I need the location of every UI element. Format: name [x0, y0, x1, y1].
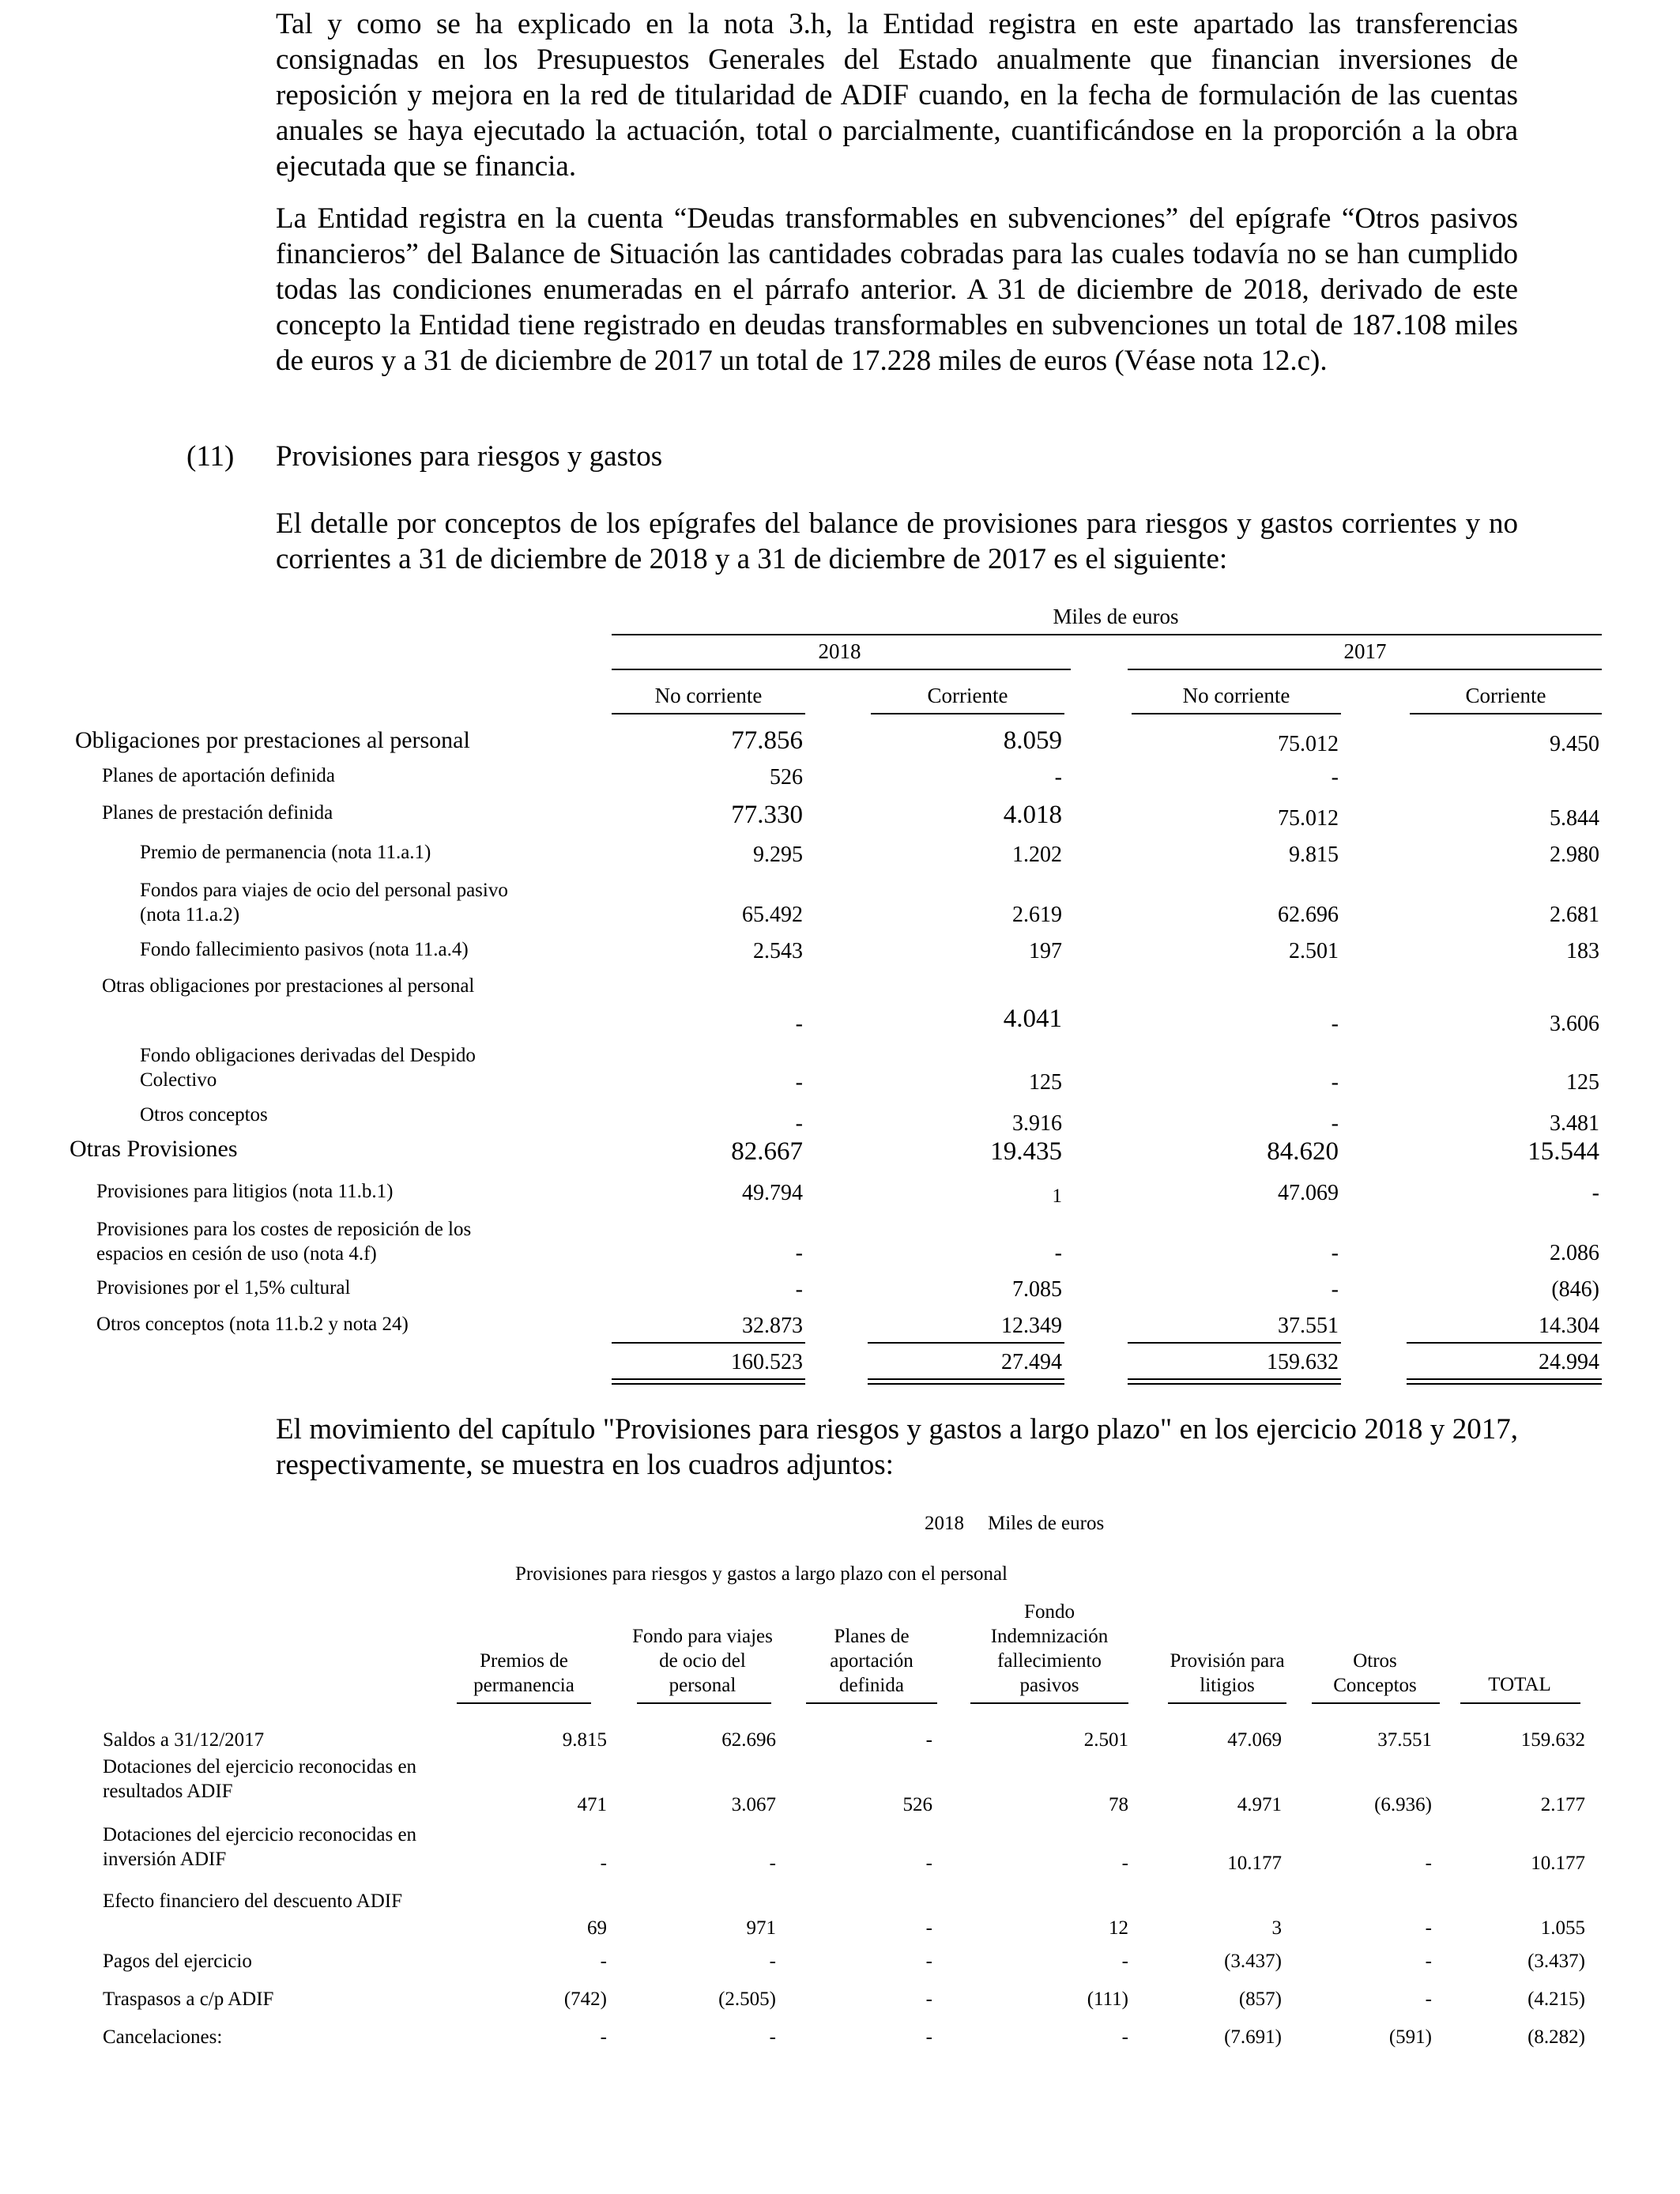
- table-cell: 9.450: [1550, 732, 1599, 756]
- table-cell: 2.501: [1289, 939, 1339, 963]
- table-cell: 5.844: [1550, 806, 1599, 831]
- table1-double-rule: [868, 1378, 1064, 1385]
- table-cell: 526: [770, 765, 803, 790]
- section-title: Provisiones para riesgos y gastos: [276, 440, 663, 473]
- table-cell: 2.980: [1550, 843, 1599, 867]
- table-cell: 2.501: [1083, 1729, 1128, 1751]
- table2-unit: Miles de euros: [988, 1513, 1105, 1534]
- table-cell: -: [1425, 1853, 1432, 1874]
- table-cell: 3: [1271, 1917, 1282, 1939]
- intro-table2: El movimiento del capítulo "Provisiones para riesgos y gastos a largo plazo" en los ejercicio 2018 y 2017, respectivamente, se muestra en los cuadros adjuntos:: [276, 1413, 1518, 1481]
- table-cell: -: [1425, 1989, 1432, 2010]
- table-cell: 125: [1566, 1070, 1599, 1095]
- table-cell: 69: [587, 1917, 607, 1939]
- table-cell: (4.215): [1527, 1989, 1585, 2010]
- table1-total-rule: [1407, 1342, 1602, 1344]
- table-cell: 125: [1029, 1070, 1062, 1095]
- table-cell: 77.856: [731, 726, 803, 755]
- table-cell: -: [1331, 1111, 1339, 1136]
- table-row-label: Efecto financiero del descuento ADIF: [103, 1891, 403, 1912]
- table-cell: 8.059: [1003, 726, 1062, 755]
- table-cell: 971: [746, 1917, 776, 1939]
- table-cell: 3.481: [1550, 1111, 1599, 1136]
- table-cell: -: [600, 2026, 607, 2048]
- table-cell: 2.619: [1012, 903, 1062, 927]
- table2-col-header: Otros Conceptos: [1333, 1650, 1417, 1696]
- table2-col-rule: [1460, 1702, 1580, 1704]
- table-cell: -: [1121, 1853, 1128, 1874]
- table-cell: 197: [1029, 939, 1062, 963]
- table-cell: 4.018: [1003, 801, 1062, 829]
- intro-table1: El detalle por conceptos de los epígrafes del balance de provisiones para riesgos y gastos corrientes y no corrientes a 31 de diciembre de 2018 y a 31 de diciembre de 2017 es el siguiente:: [276, 507, 1518, 575]
- table-cell: 3.606: [1550, 1012, 1599, 1036]
- table1-col-rule: [1132, 713, 1341, 714]
- table-cell: 15.544: [1527, 1137, 1599, 1166]
- table2-col-header: Planes de aportación definida: [830, 1626, 913, 1696]
- table-cell: -: [925, 1951, 932, 1972]
- table-cell: (742): [563, 1989, 607, 2010]
- table1-total-rule: [868, 1342, 1064, 1344]
- table2-col-header: Fondo para viajes de ocio del personal: [632, 1626, 773, 1696]
- table-cell: -: [925, 1729, 932, 1751]
- table-cell: -: [795, 1241, 803, 1265]
- table2-year: 2018: [925, 1513, 964, 1534]
- table-cell: 2.086: [1550, 1241, 1599, 1265]
- table1-rule-2018: [612, 669, 1071, 670]
- table-cell: 526: [902, 1794, 932, 1815]
- table-cell: (591): [1388, 2026, 1432, 2048]
- table-row-label: Fondos para viajes de ocio del personal pasivo (nota 11.a.2): [140, 880, 508, 925]
- table-cell: -: [1425, 1917, 1432, 1939]
- table1-total: 27.494: [1001, 1350, 1062, 1374]
- table-row-label: Otras obligaciones por prestaciones al personal: [102, 975, 475, 997]
- table-cell: 9.295: [753, 843, 803, 867]
- table-cell: 37.551: [1377, 1729, 1432, 1751]
- table-row-label: Dotaciones del ejercicio reconocidas en inversión ADIF: [103, 1824, 417, 1870]
- table1-double-rule: [1407, 1378, 1602, 1385]
- table-cell: 10.177: [1531, 1853, 1585, 1874]
- table-cell: -: [769, 1853, 776, 1874]
- table2-col-header: Fondo Indemnización fallecimiento pasivos: [990, 1601, 1109, 1696]
- table-cell: -: [1425, 1951, 1432, 1972]
- table-cell: 4.971: [1237, 1794, 1282, 1815]
- table-cell: 7.085: [1012, 1277, 1062, 1302]
- table-cell: 37.551: [1278, 1314, 1339, 1338]
- table-cell: 19.435: [990, 1137, 1062, 1166]
- table2-col-header: TOTAL: [1488, 1674, 1551, 1695]
- table1-year-2018: 2018: [818, 639, 861, 663]
- table2-col-header: Provisión para litigios: [1170, 1650, 1285, 1696]
- table-cell: 183: [1566, 939, 1599, 963]
- table-cell: -: [1121, 2026, 1128, 2048]
- table1-double-rule: [1128, 1378, 1341, 1385]
- table-cell: 32.873: [742, 1314, 803, 1338]
- table1-col-rule: [871, 713, 1064, 714]
- table-cell: 62.696: [721, 1729, 776, 1751]
- table1-col-header: Corriente: [1465, 684, 1546, 707]
- table-cell: (8.282): [1527, 2026, 1585, 2048]
- table2-col-rule: [806, 1702, 937, 1704]
- table-cell: (7.691): [1224, 2026, 1282, 2048]
- table-cell: -: [769, 1951, 776, 1972]
- table-row-label: Traspasos a c/p ADIF: [103, 1989, 274, 2010]
- table-cell: 159.632: [1520, 1729, 1585, 1751]
- table1-total: 24.994: [1539, 1350, 1599, 1374]
- table1-year-2017: 2017: [1343, 639, 1387, 663]
- table-cell: 14.304: [1539, 1314, 1599, 1338]
- table-cell: -: [795, 1111, 803, 1136]
- table-cell: -: [925, 1989, 932, 2010]
- table-cell: 1.202: [1012, 843, 1062, 867]
- table2-col-rule: [1168, 1702, 1286, 1704]
- table-cell: 2.543: [753, 939, 803, 963]
- table-cell: 2.681: [1550, 903, 1599, 927]
- table-cell: 3.067: [731, 1794, 776, 1815]
- table-cell: -: [769, 2026, 776, 2048]
- table-row-label: Otros conceptos: [140, 1104, 268, 1125]
- table-cell: 12: [1109, 1917, 1128, 1939]
- paragraph-deudas-transformables: La Entidad registra en la cuenta “Deudas transformables en subvenciones” del epígrafe “Otros pasivos financieros” del Balance de Situación las cantidades cobradas para las cuales todavía no se han cumplido todas las condiciones enumeradas en el párrafo anterior. A 31 de diciembre de 2018, derivado de este concepto la Entidad tiene registrado en deudas transformables en subvenciones un total de 187.108 miles de euros y a 31 de diciembre de 2017 un total de 17.228 miles de euros (Véase nota 12.c).: [276, 202, 1518, 377]
- table-cell: -: [925, 1917, 932, 1939]
- table-cell: (3.437): [1224, 1951, 1282, 1972]
- table-cell: 65.492: [742, 903, 803, 927]
- table-cell: (846): [1551, 1277, 1599, 1302]
- table-cell: (857): [1238, 1989, 1282, 2010]
- table-cell: 3.916: [1012, 1111, 1062, 1136]
- table-row-label: Cancelaciones:: [103, 2026, 223, 2048]
- table-cell: (3.437): [1527, 1951, 1585, 1972]
- table-row-label: Premio de permanencia (nota 11.a.1): [140, 842, 431, 863]
- table1-double-rule: [612, 1378, 805, 1385]
- table-row-label: Planes de prestación definida: [102, 802, 333, 824]
- table-row-label: Provisiones por el 1,5% cultural: [96, 1277, 351, 1299]
- table2-col-rule: [970, 1702, 1128, 1704]
- table-cell: 49.794: [742, 1181, 803, 1205]
- table-row-label: Fondo obligaciones derivadas del Despido Colectivo: [140, 1045, 476, 1091]
- table2-col-header: Premios de permanencia: [473, 1650, 574, 1696]
- table1-col-header: No corriente: [1182, 684, 1290, 707]
- table-cell: (6.936): [1374, 1794, 1432, 1815]
- table1-col-rule: [612, 713, 805, 714]
- table-cell: -: [600, 1951, 607, 1972]
- table-row-label: Provisiones para litigios (nota 11.b.1): [96, 1181, 394, 1202]
- table1-total: 160.523: [731, 1350, 803, 1374]
- paragraph-transferencias: Tal y como se ha explicado en la nota 3.h, la Entidad registra en este apartado las transferencias consignadas en los Presupuestos Generales del Estado anualmente que financian inversiones de reposición y mejora en la red de titularidad de ADIF cuando, en la fecha de formulación de las cuentas anuales se haya ejecutado la actuación, total o parcialmente, cuantificándose en la proporción a la obra ejecutada que se financia.: [276, 8, 1518, 183]
- table-row-label: Saldos a 31/12/2017: [103, 1729, 265, 1751]
- table1-total-rule: [1128, 1342, 1341, 1344]
- table1-total: 159.632: [1267, 1350, 1339, 1374]
- table-row-label: Otras Provisiones: [70, 1136, 238, 1162]
- table-cell: 47.069: [1278, 1181, 1339, 1205]
- table-cell: -: [795, 1070, 803, 1095]
- table-cell: -: [925, 1853, 932, 1874]
- table-cell: 78: [1109, 1794, 1128, 1815]
- table2-col-rule: [457, 1702, 591, 1704]
- table1-rule: [612, 634, 1602, 635]
- table-cell: 9.815: [1289, 843, 1339, 867]
- table-row-label: Pagos del ejercicio: [103, 1951, 252, 1972]
- table1-col-header: Corriente: [927, 684, 1008, 707]
- table-cell: 62.696: [1278, 903, 1339, 927]
- table1-rule-2017: [1128, 669, 1602, 670]
- table2-col-rule: [637, 1702, 771, 1704]
- table-cell: 10.177: [1227, 1853, 1282, 1874]
- table-cell: -: [1591, 1181, 1599, 1205]
- table-cell: -: [1054, 765, 1062, 790]
- table-cell: (111): [1087, 1989, 1128, 2010]
- table-cell: -: [1331, 1012, 1339, 1036]
- table-cell: 2.177: [1540, 1794, 1585, 1815]
- table-cell: (2.505): [718, 1989, 776, 2010]
- table-row-label: Provisiones para los costes de reposición de los espacios en cesión de uso (nota 4.f): [96, 1219, 472, 1265]
- table1-total-rule: [612, 1342, 805, 1344]
- table-cell: 84.620: [1267, 1137, 1339, 1166]
- table-cell: -: [1331, 765, 1339, 790]
- table-cell: -: [795, 1277, 803, 1302]
- table-cell: -: [600, 1853, 607, 1874]
- table2-subtitle: Provisiones para riesgos y gastos a largo plazo con el personal: [515, 1563, 1008, 1585]
- table-cell: 1.055: [1540, 1917, 1585, 1939]
- table-row-label: Planes de aportación definida: [102, 765, 336, 786]
- table-cell: 47.069: [1227, 1729, 1282, 1751]
- table1-col-header: No corriente: [654, 684, 763, 707]
- table-cell: 75.012: [1278, 806, 1339, 831]
- table-cell: 471: [577, 1794, 607, 1815]
- table-row-label: Otros conceptos (nota 11.b.2 y nota 24): [96, 1314, 409, 1335]
- table-cell: -: [1331, 1277, 1339, 1302]
- table-cell: 77.330: [731, 801, 803, 829]
- table-cell: -: [1331, 1070, 1339, 1095]
- table2-col-rule: [1312, 1702, 1440, 1704]
- table-cell: -: [1331, 1241, 1339, 1265]
- table-cell: 75.012: [1278, 732, 1339, 756]
- table-cell: 4.041: [1003, 1005, 1062, 1033]
- table-cell: 1: [1052, 1186, 1062, 1207]
- section-number: (11): [186, 440, 235, 473]
- table-cell: -: [1121, 1951, 1128, 1972]
- table-cell: 9.815: [562, 1729, 607, 1751]
- table-cell: 12.349: [1001, 1314, 1062, 1338]
- table-row-label: Obligaciones por prestaciones al personal: [75, 727, 470, 753]
- table-cell: -: [925, 2026, 932, 2048]
- table-row-label: Fondo fallecimiento pasivos (nota 11.a.4): [140, 939, 469, 960]
- table-cell: -: [1054, 1241, 1062, 1265]
- table-row-label: Dotaciones del ejercicio reconocidas en resultados ADIF: [103, 1756, 417, 1802]
- table1-col-rule: [1410, 713, 1602, 714]
- table-cell: -: [795, 1012, 803, 1036]
- table-cell: 82.667: [731, 1137, 803, 1166]
- table1-unit: Miles de euros: [1053, 605, 1179, 628]
